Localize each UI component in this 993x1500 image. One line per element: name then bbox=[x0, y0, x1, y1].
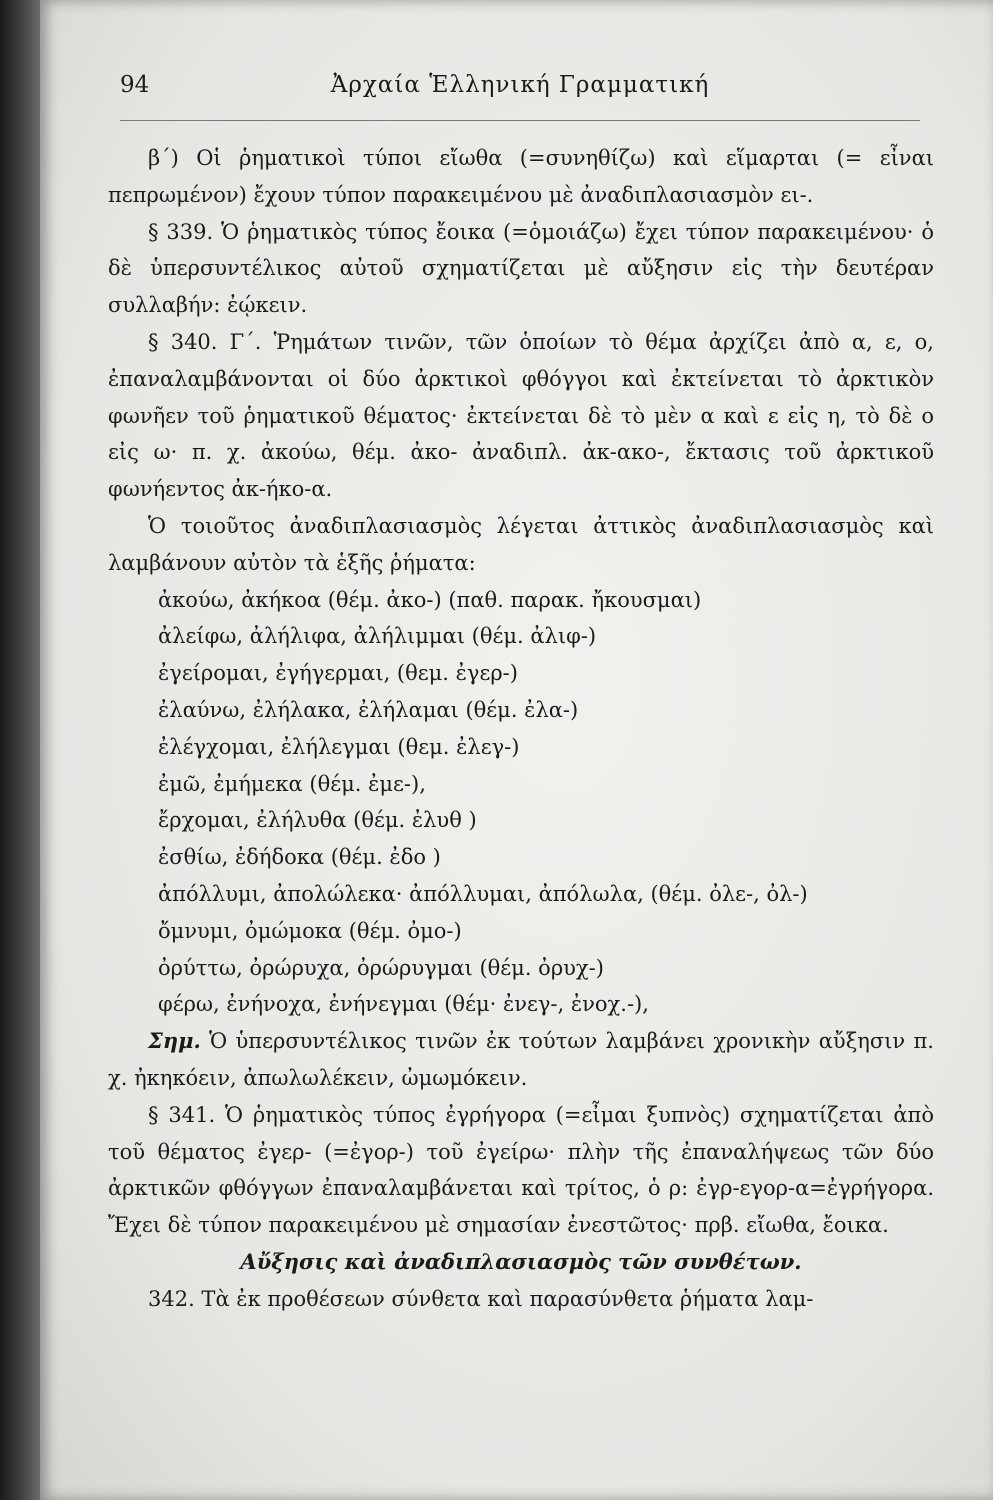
verb-list-item: ἀπόλλυμι, ἀπολώλεκα· ἀπόλλυμαι, ἀπόλωλα, (θέμ. ὀλε-, ὀλ-) bbox=[158, 881, 808, 906]
paragraph-attic-reduplication: Ὁ τοιοῦτος ἀναδιπλασιασμὸς λέγεται ἀττικὸς ἀναδιπλασιασμὸς καὶ λαμβάνουν αὐτὸν τὰ ἑξῆς ῥήματα: bbox=[108, 513, 934, 575]
note-label: Σημ. bbox=[148, 1028, 201, 1054]
header-rule bbox=[120, 120, 920, 121]
verb-list-item: ὄμνυμι, ὀμώμοκα (θέμ. ὀμο-) bbox=[158, 918, 462, 943]
verb-list-item: ἐσθίω, ἐδήδοκα (θέμ. ἐδο ) bbox=[158, 845, 441, 870]
verb-list-item: φέρω, ἐνήνοχα, ἐνήνεγμαι (θέμ· ἐνεγ-, ἐνοχ.-), bbox=[158, 992, 649, 1017]
verb-list-item: ἐμῶ, ἐμήμεκα (θέμ. ἐμε-), bbox=[158, 771, 426, 796]
verb-list bbox=[108, 582, 934, 1024]
paragraph-340: § 340. Γ΄. Ῥημάτων τινῶν, τῶν ὁποίων τὸ θέμα ἀρχίζει ἀπὸ α, ε, ο, ἐπαναλαμβάνονται οἱ δύο ἀρκτικοὶ φθόγγοι καὶ ἐκτείνεται τὸ ἀρκτικὸν φωνῆεν τοῦ ῥηματικοῦ θέματος· ἐκτείνεται δὲ τὸ μὲν α καὶ ε εἰς η, τὸ δὲ ο εἰς ω· π. χ. ἀκούω, θέμ. ἀκο- ἀναδιπλ. ἀκ-ακο-, ἔκτασις τοῦ ἀρκτικοῦ φωνήεντος ἀκ-ήκο-α. bbox=[108, 329, 934, 502]
verb-list-item: ἔρχομαι, ἐλήλυθα (θέμ. ἐλυθ ) bbox=[158, 808, 477, 833]
running-title: Ἀρχαία Ἑλληνική Γραμματική bbox=[330, 72, 710, 98]
paragraph-342: 342. Τὰ ἐκ προθέσεων σύνθετα καὶ παρασύνθετα ῥήματα λαμ- bbox=[148, 1286, 814, 1311]
page-number: 94 bbox=[120, 72, 150, 98]
paragraph-beta: β΄) Οἱ ῥηματικοὶ τύποι εἴωθα (=συνηθίζω) καὶ εἵμαρται (= εἶναι πεπρωμένον) ἔχουν τύπον παρακειμένου μὲ ἀναδιπλασιασμὸν ει-. bbox=[108, 146, 934, 207]
paragraph-339: § 339. Ὁ ῥηματικὸς τύπος ἔοικα (=ὁμοιάζω) ἔχει τύπον παρακειμένου· ὁ δὲ ὑπερσυντέλικος αὐτοῦ σχηματίζεται μὲ αὔξησιν εἰς τὴν δευτέραν συλλαβήν: ἐῴκειν. bbox=[108, 219, 934, 318]
verb-list-item: ὀρύττω, ὀρώρυχα, ὀρώρυγμαι (θέμ. ὀρυχ-) bbox=[158, 955, 604, 980]
verb-list-item: ἐγείρομαι, ἐγήγερμαι, (θεμ. ἐγερ-) bbox=[158, 661, 518, 686]
verb-list-item: ἐλαύνω, ἐλήλακα, ἐλήλαμαι (θέμ. ἐλα-) bbox=[158, 697, 579, 722]
verb-list-item: ἐλέγχομαι, ἐλήλεγμαι (θεμ. ἐλεγ-) bbox=[158, 734, 520, 759]
page-body bbox=[108, 140, 934, 1318]
book-binding-shadow bbox=[0, 0, 40, 1500]
note-text: Ὁ ὑπερσυντέλικος τινῶν ἐκ τούτων λαμβάνει χρονικὴν αὔξησιν π. χ. ἠκηκόειν, ἀπωλωλέκειν, ὠμωμόκειν. bbox=[108, 1029, 934, 1090]
note-paragraph bbox=[108, 1023, 934, 1097]
verb-list-item: ἀκούω, ἀκήκοα (θέμ. ἀκο-) (παθ. παρακ. ἤκουσμαι) bbox=[158, 587, 702, 612]
page-header bbox=[120, 62, 920, 112]
verb-list-item: ἀλείφω, ἀλήλιφα, ἀλήλιμμαι (θέμ. ἀλιφ-) bbox=[158, 624, 597, 649]
book-page bbox=[40, 0, 993, 1500]
paragraph-341: § 341. Ὁ ῥηματικὸς τύπος ἐγρήγορα (=εἶμαι ξυπνὸς) σχηματίζεται ἀπὸ τοῦ θέματος ἐγερ- (=ἐγορ-) τοῦ ἐγείρω· πλὴν τῆς ἐπαναλήψεως τῶν δύο ἀρκτικῶν φθόγγων ἐπαναλαμβάνεται καὶ τρίτος, ὁ ρ: ἐγρ-εγορ-α=ἐγρήγορα. Ἔχει δὲ τύπον παρακειμένου μὲ σημασίαν ἐνεστῶτος· πρβ. εἴωθα, ἔοικα. bbox=[108, 1102, 934, 1238]
section-subheading: Αὔξησις καὶ ἀναδιπλασιασμὸς τῶν συνθέτων. bbox=[240, 1248, 802, 1274]
